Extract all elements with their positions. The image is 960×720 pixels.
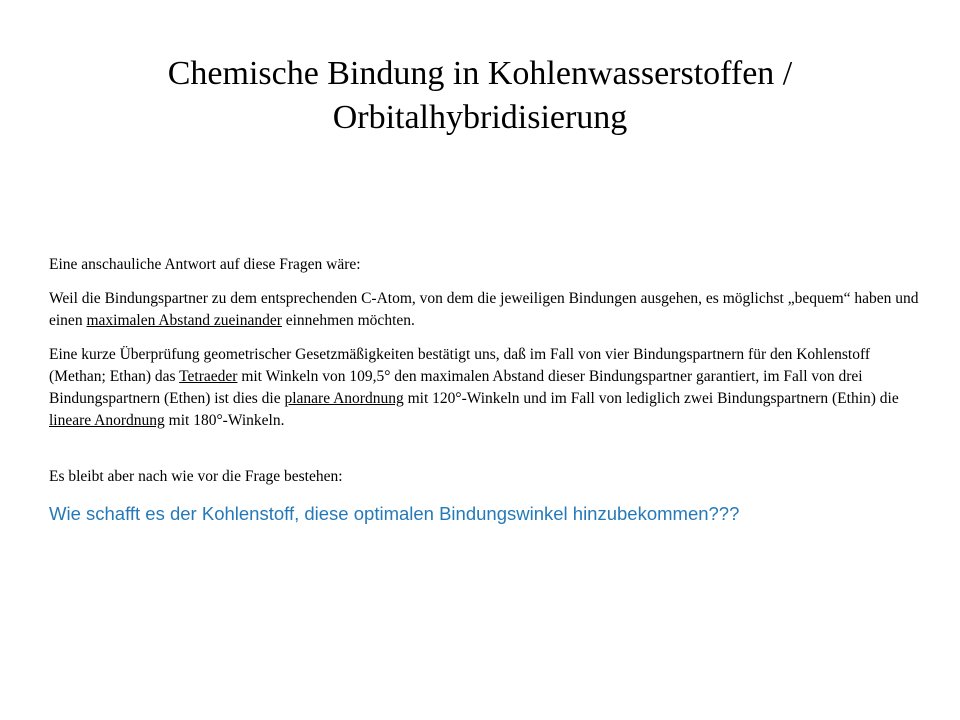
slide-body — [49, 254, 919, 527]
geometry-text-1: Eine kurze Überprüfung geometrischer Gesetzmäßigkeiten bestätigt uns, daß im Fall von vier Bindungspartnern für den Kohlenstoff (Methan; Ethan) das — [49, 346, 870, 385]
answer-highlight: maximalen Abstand zueinander — [86, 312, 282, 329]
geometry-text-2: mit Winkeln von 109,5° den maximalen Abstand dieser Bindungspartner garantiert, im Fall von drei Bindungspartnern (Ethen) ist dies die — [49, 368, 863, 407]
key-question: Wie schafft es der Kohlenstoff, diese optimalen Bindungswinkel hinzubekommen??? — [49, 503, 740, 524]
term-planare-anordnung: planare Anordnung — [284, 390, 404, 407]
title-line-2: Orbitalhybridisierung — [332, 99, 628, 136]
answer-text-2: einnehmen möchten. — [281, 312, 415, 329]
remaining-question-intro: Es bleibt aber nach wie vor die Frage bestehen: — [49, 468, 343, 485]
title-line-1: Chemische Bindung in Kohlenwasserstoffen / — [167, 55, 793, 92]
answer-paragraph — [49, 288, 919, 332]
geometry-text-4: mit 180°-Winkeln. — [164, 412, 285, 429]
term-tetraeder: Tetraeder — [179, 368, 238, 385]
term-lineare-anordnung: lineare Anordnung — [49, 412, 165, 429]
slide-title — [60, 52, 900, 140]
geometry-text-3: mit 120°-Winkeln und im Fall von lediglich zwei Bindungspartnern (Ethin) die — [403, 390, 899, 407]
answer-text-1: Weil die Bindungspartner zu dem entsprechenden C-Atom, von dem die jeweiligen Bindungen ausgehen, es möglichst „bequem“ haben und einen — [49, 290, 919, 329]
geometry-paragraph — [49, 344, 919, 432]
intro-text: Eine anschauliche Antwort auf diese Fragen wäre: — [49, 256, 361, 273]
